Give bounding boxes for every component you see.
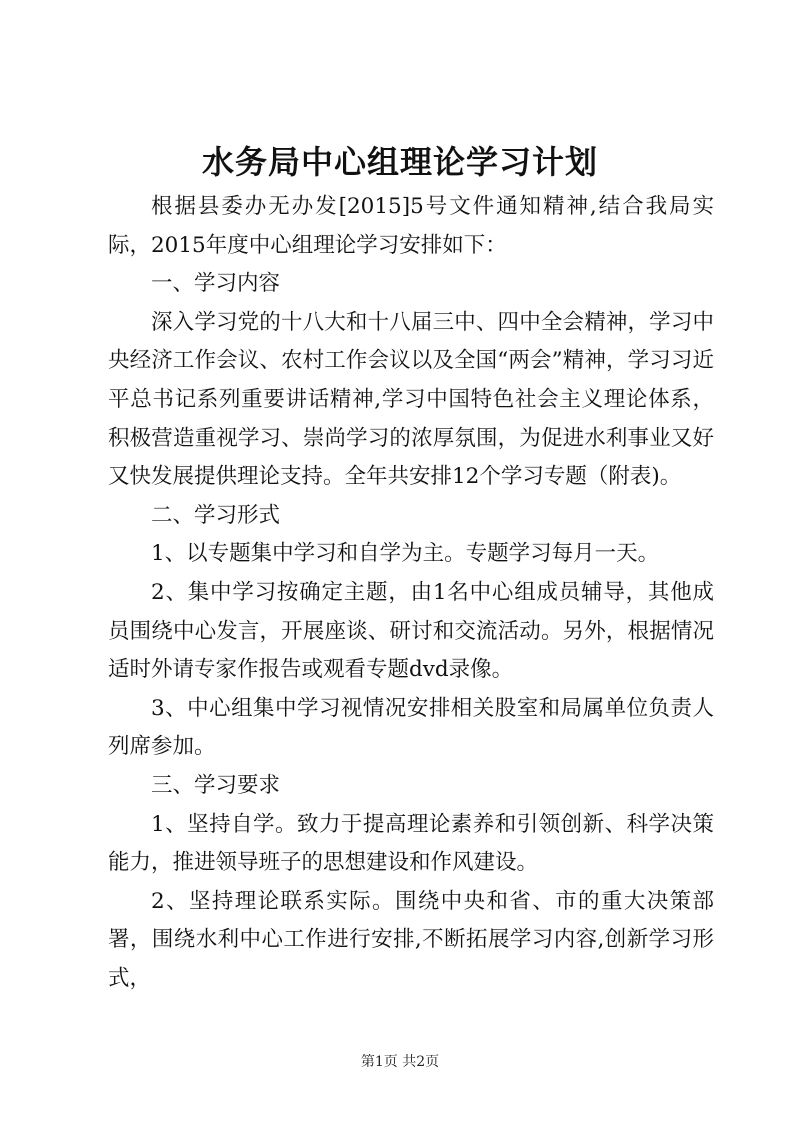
paragraph-requirement-1: 1、坚持自学。致力于提高理论素养和引领创新、科学决策能力，推进领导班子的思想建设和作风建设。 xyxy=(108,811,714,876)
paragraph-study-content: 深入学习党的十八大和十八届三中、四中全会精神，学习中央经济工作会议、农村工作会议以及全国“两会”精神，学习习近平总书记系列重要讲话精神,学习中国特色社会主义理论体系，积极营造重视学习、崇尚学习的浓厚氛围，为促进水利事业又好又快发展提供理论支持。全年共安排12个学习专题（附表)。 xyxy=(108,309,714,490)
paragraph-intro: 根据县委办无办发[2015]5号文件通知精神,结合我局实际，2015年度中心组理论学习安排如下： xyxy=(108,194,714,258)
page-footer: 第1页 共2页 xyxy=(360,1054,440,1070)
heading-study-form: 二、学习形式 xyxy=(151,502,281,528)
paragraph-form-3: 3、中心组集中学习视情况安排相关股室和局属单位负责人列席参加。 xyxy=(108,695,714,760)
paragraph-requirement-2: 2、坚持理论联系实际。围绕中央和省、市的重大决策部署，围绕水利中心工作进行安排,不断拓展学习内容,创新学习形式， xyxy=(108,888,714,991)
heading-study-requirements: 三、学习要求 xyxy=(151,772,281,798)
paragraph-form-2: 2、集中学习按确定主题，由1名中心组成员辅导，其他成员围绕中心发言，开展座谈、研讨和交流活动。另外，根据情况适时外请专家作报告或观看专题dvd录像。 xyxy=(108,579,714,683)
paragraph-form-1: 1、以专题集中学习和自学为主。专题学习每月一天。 xyxy=(151,541,660,567)
document-body xyxy=(108,188,714,998)
page-title: 水务局中心组理论学习计划 xyxy=(201,143,598,181)
heading-study-content: 一、学习内容 xyxy=(151,271,281,297)
